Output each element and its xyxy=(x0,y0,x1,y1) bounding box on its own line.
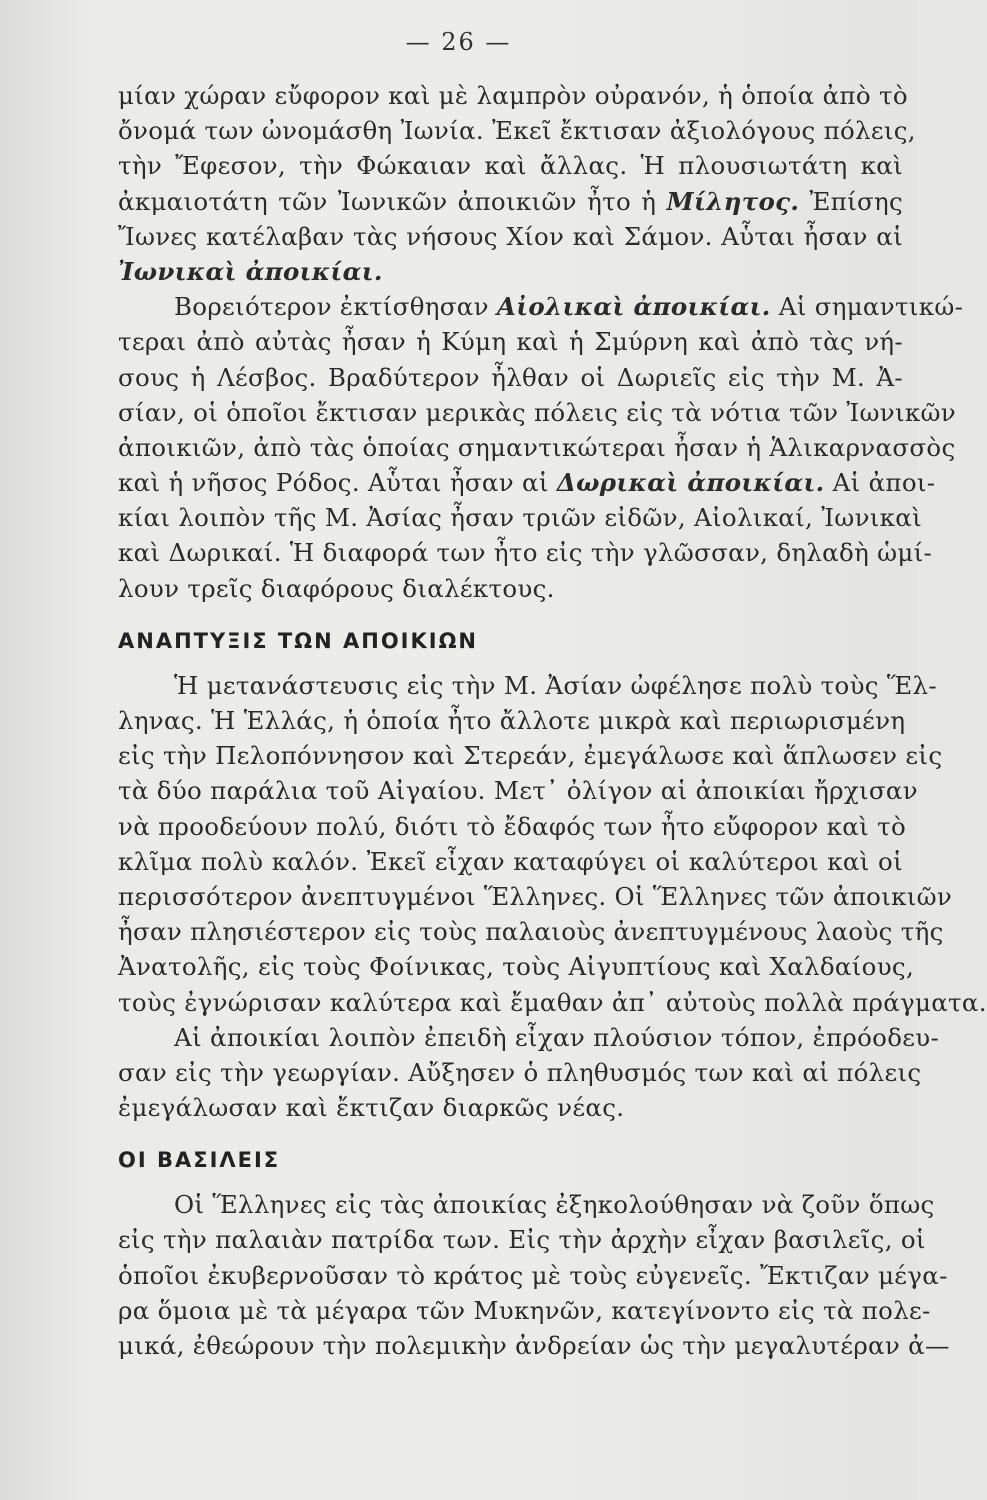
spacer xyxy=(118,1177,903,1187)
emphasis-aeolian-colonies: Αἰολικαὶ ἀποικίαι. xyxy=(496,292,771,322)
page-number: — 26 — xyxy=(405,28,512,56)
text-run: ἀκμαιοτάτη τῶν Ἰωνικῶν ἀποικιῶν ἦτο ἡ xyxy=(118,186,657,216)
section-heading: ΟΙ ΒΑΣΙΛΕΙΣ xyxy=(118,1148,281,1173)
text-line: εἰς τὴν παλαιὰν πατρίδα των. Εἰς τὴν ἀρχὴν εἶχαν βασιλεῖς, οἱ xyxy=(118,1225,926,1255)
text-line xyxy=(118,254,903,289)
text-line: λουν τρεῖς διαφόρους διαλέκτους. xyxy=(118,573,555,603)
text-line xyxy=(118,465,936,500)
text-line: ὄνομά των ὠνομάσθη Ἰωνία. Ἐκεῖ ἔκτισαν ἀξιολόγους πόλεις, xyxy=(118,116,916,146)
text-line: ἐμεγάλωσαν καὶ ἔκτιζαν διαρκῶς νέας. xyxy=(118,1093,625,1123)
text-line: τὴν Ἔφεσον, τὴν Φώκαιαν καὶ ἄλλας. Ἡ πλουσιωτάτη καὶ xyxy=(118,151,903,181)
text-line: τεραι ἀπὸ αὐτὰς ἦσαν ἡ Κύμη καὶ ἡ Σμύρνη καὶ ἀπὸ τὰς νή- xyxy=(118,327,903,357)
text-run: Αἱ ἀποι- xyxy=(832,468,936,498)
page-body xyxy=(118,78,987,1363)
emphasis-ionian-colonies: Ἰωνικαὶ ἀποικίαι. xyxy=(118,256,383,286)
text-line: τὰ δύο παράλια τοῦ Αἰγαίου. Μετ᾽ ὀλίγον αἱ ἀποικίαι ἤρχισαν xyxy=(118,776,918,806)
text-line: μίαν χώραν εὔφορον καὶ μὲ λαμπρὸν οὐρανόν, ἡ ὁποία ἀπὸ τὸ xyxy=(118,81,908,110)
text-line: μικά, ἐθεώρουν τὴν πολεμικὴν ἀνδρείαν ὡς τὴν μεγαλυτέραν ἀ— xyxy=(118,1331,950,1360)
text-line: ἀποικιῶν, ἀπὸ τὰς ὁποίας σημαντικώτεραι ἦσαν ἡ Ἁλικαρνασσὸς xyxy=(118,432,956,462)
text-line: σαν εἰς τὴν γεωργίαν. Αὔξησεν ὁ πληθυσμός των καὶ αἱ πόλεις xyxy=(118,1057,922,1087)
text-run: Ἐπίσης xyxy=(809,186,904,216)
text-line: σίαν, οἱ ὁποῖοι ἔκτισαν μερικὰς πόλεις εἰς τὰ νότια τῶν Ἰωνικῶν xyxy=(118,397,956,427)
spacer xyxy=(118,606,903,624)
text-line: Οἱ Ἕλληνες εἰς τὰς ἀποικίας ἐξηκολούθησαν νὰ ζοῦν ὅπως xyxy=(174,1190,935,1220)
text-run: Αἱ σημαντικώ- xyxy=(778,292,964,322)
spacer xyxy=(118,1125,903,1143)
text-line: Ἡ μετανάστευσις εἰς τὴν Μ. Ἀσίαν ὠφέλησε πολὺ τοὺς Ἕλ- xyxy=(174,670,937,700)
text-line: εἰς τὴν Πελοπόννησον καὶ Στερεάν, ἐμεγάλωσε καὶ ἅπλωσεν εἰς xyxy=(118,741,943,771)
text-line: ἦσαν πλησιέστερον εἰς τοὺς παλαιοὺς ἀνεπτυγμένους λαοὺς τῆς xyxy=(118,917,944,947)
emphasis-miletus: Μίλητος. xyxy=(666,186,800,216)
text-line: κλῖμα πολὺ καλόν. Ἐκεῖ εἶχαν καταφύγει οἱ καλύτεροι καὶ οἱ xyxy=(118,846,903,876)
emphasis-dorian-colonies: Δωρικαὶ ἀποικίαι. xyxy=(556,468,825,498)
text-line: σους ἡ Λέσβος. Βραδύτερον ἦλθαν οἱ Δωριεῖς εἰς τὴν Μ. Ἀ- xyxy=(118,362,903,392)
text-line: περισσότερον ἀνεπτυγμένοι Ἕλληνες. Οἱ Ἕλληνες τῶν ἀποικιῶν xyxy=(118,881,953,911)
text-line: κίαι λοιπὸν τῆς Μ. Ἀσίας ἦσαν τριῶν εἰδῶν, Αἰολικαί, Ἰωνικαὶ xyxy=(118,503,923,533)
text-line: ὁποῖοι ἐκυβερνοῦσαν τὸ κράτος μὲ τοὺς εὐγενεῖς. Ἔκτιζαν μέγα- xyxy=(118,1260,948,1290)
text-line: Αἱ ἀποικίαι λοιπὸν ἐπειδὴ εἶχαν πλούσιον τόπον, ἐπρόοδευ- xyxy=(174,1022,940,1052)
text-line: ληνας. Ἡ Ἑλλάς, ἡ ὁποία ἦτο ἄλλοτε μικρὰ καὶ περιωρισμένη xyxy=(118,706,906,735)
text-line xyxy=(118,289,964,324)
text-run: Βορειότερον ἐκτίσθησαν xyxy=(174,292,489,322)
text-run: καὶ ἡ νῆσος Ρόδος. Αὗται ἦσαν αἱ xyxy=(118,468,549,498)
text-line: ρα ὅμοια μὲ τὰ μέγαρα τῶν Μυκηνῶν, κατεγίνοντο εἰς τὰ πολε- xyxy=(118,1295,931,1325)
text-line: νὰ προοδεύουν πολύ, διότι τὸ ἔδαφός των ἦτο εὔφορον καὶ τὸ xyxy=(118,811,907,841)
spacer xyxy=(118,658,903,668)
text-line: καὶ Δωρικαί. Ἡ διαφορά των ἦτο εἰς τὴν γλῶσσαν, δηλαδὴ ὡμί- xyxy=(118,538,933,568)
text-line: τοὺς ἐγνώρισαν καλύτερα καὶ ἔμαθαν ἀπ᾽ αὐτοὺς πολλὰ πράγματα. xyxy=(118,987,987,1017)
text-line: Ἴωνες κατέλαβαν τὰς νήσους Χίον καὶ Σάμον. Αὗται ἦσαν αἱ xyxy=(118,221,903,251)
section-heading: ΑΝΑΠΤΥΞΙΣ ΤΩΝ ΑΠΟΙΚΙΩΝ xyxy=(118,628,478,653)
text-line xyxy=(118,184,903,219)
text-line: Ἀνατολῆς, εἰς τοὺς Φοίνικας, τοὺς Αἰγυπτίους καὶ Χαλδαίους, xyxy=(118,952,915,982)
